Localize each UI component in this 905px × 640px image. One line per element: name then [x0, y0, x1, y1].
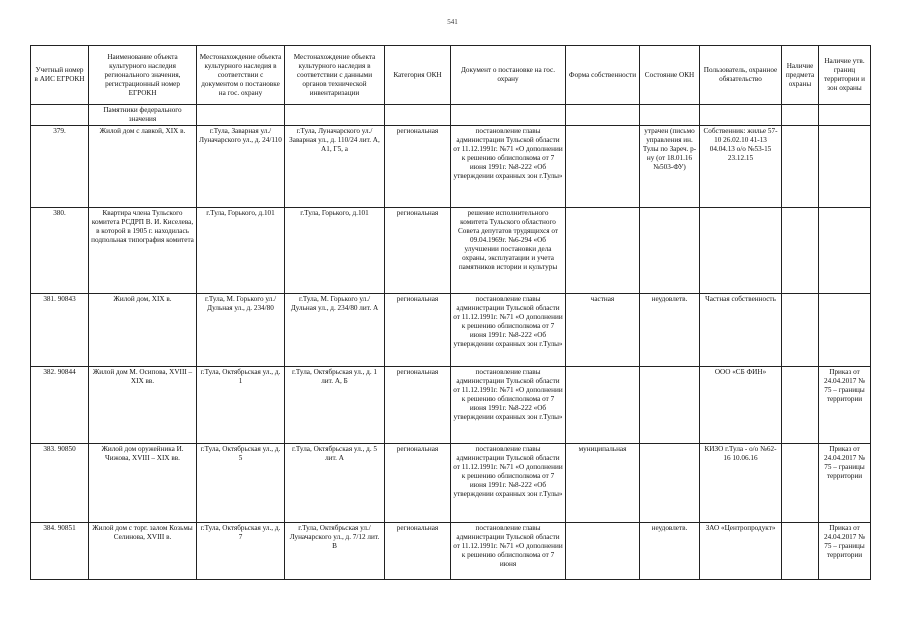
- cell-subject: [782, 294, 819, 367]
- table-cell: [197, 105, 285, 126]
- page-number: 541: [447, 18, 458, 26]
- table-cell: [31, 105, 89, 126]
- cell-category: региональная: [385, 367, 451, 444]
- cell-location-document: г.Тула, Октябрьская ул., д. 1: [197, 367, 285, 444]
- cell-bounds: [819, 126, 871, 208]
- cell-bounds: Приказ от 24.04.2017 № 75 – границы территории: [819, 444, 871, 523]
- cell-name: Квартира члена Тульского комитета РСДРП В. И. Киселева, в которой в 1905 г. находилась подпольная типография комитета: [89, 208, 197, 294]
- cell-user: Собственник: жилье 57-10 26.02.10 41-13 04.04.13 о/о №53-15 23.12.15: [700, 126, 782, 208]
- col-header-object-name: Наименование объекта культурного наследия регионального значения, регистрационный номер ЕГРОКН: [89, 46, 197, 105]
- cell-ownership: муниципальная: [566, 444, 640, 523]
- cell-user: [700, 208, 782, 294]
- cell-user: КИЗО г.Тула - о/о №62-16 10.06.16: [700, 444, 782, 523]
- table-cell: [819, 105, 871, 126]
- cell-number: 380.: [31, 208, 89, 294]
- table-cell: [451, 105, 566, 126]
- cell-name: Жилой дом оружейника И. Чижова, XVIII – XIX вв.: [89, 444, 197, 523]
- table-cell: [566, 105, 640, 126]
- cell-document: постановление главы администрации Тульской области от 11.12.1991г. №71 «О дополнении к решению облисполкома от 7 июня: [451, 523, 566, 580]
- cell-ownership: частная: [566, 294, 640, 367]
- table-cell: [700, 105, 782, 126]
- cell-subject: [782, 523, 819, 580]
- cell-bounds: Приказ от 24.04.2017 № 75 – границы территории: [819, 523, 871, 580]
- cell-name: Жилой дом, XIX в.: [89, 294, 197, 367]
- cell-ownership: [566, 208, 640, 294]
- cell-location-technical: г.Тула, Луначарского ул./ Заварная ул., д. 110/24 лит. А, А1, Г5, а: [285, 126, 385, 208]
- cell-state: [640, 208, 700, 294]
- cell-bounds: [819, 294, 871, 367]
- cell-location-technical: г.Тула, Октябрьская ул., д. 5 лит. А: [285, 444, 385, 523]
- cell-location-technical: г.Тула, Октябрьская ул./ Луначарского ул., д. 7/12 лит. В: [285, 523, 385, 580]
- section-subheader-row: [31, 105, 871, 126]
- col-header-ownership: Форма собственности: [566, 46, 640, 105]
- col-header-location-document: Местонахождение объекта культурного наследия в соответствии с документом о постановке на гос. охрану: [197, 46, 285, 105]
- cell-document: постановление главы администрации Тульской области от 11.12.1991г. №71 «О дополнении к решению облисполкома от 7 июня 1991г. №8-222 «Об утверждении охранных зон г.Тулы»: [451, 367, 566, 444]
- table-cell: [640, 105, 700, 126]
- cell-name: Жилой дом М. Осипова, XVIII – XIX вв.: [89, 367, 197, 444]
- table-cell: [385, 105, 451, 126]
- cell-category: региональная: [385, 294, 451, 367]
- cell-location-document: г.Тула, Октябрьская ул., д. 5: [197, 444, 285, 523]
- header-row: [31, 46, 871, 105]
- cell-state: неудовлетв.: [640, 523, 700, 580]
- cell-document: решение исполнительного комитета Тульского областного Совета депутатов трудящихся от 09.04.1969г. №6-294 «Об улучшении постановки дела охраны, эксплуатации и учета памятников истории и культуры: [451, 208, 566, 294]
- cell-ownership: [566, 367, 640, 444]
- table-row: [31, 294, 871, 367]
- col-header-protection-subject: Наличие предмета охраны: [782, 46, 819, 105]
- table-cell: [285, 105, 385, 126]
- table-row: [31, 208, 871, 294]
- cell-number: 381. 90843: [31, 294, 89, 367]
- col-header-state: Состояние ОКН: [640, 46, 700, 105]
- cell-category: региональная: [385, 523, 451, 580]
- table-row: [31, 444, 871, 523]
- cell-location-document: г.Тула, М. Горького ул./ Дульная ул., д. 234/80: [197, 294, 285, 367]
- cell-category: региональная: [385, 208, 451, 294]
- col-header-user: Пользователь, охранное обязательство: [700, 46, 782, 105]
- cell-location-technical: г.Тула, Горького, д.101: [285, 208, 385, 294]
- cell-document: постановление главы администрации Тульской области от 11.12.1991г. №71 «О дополнении к решению облисполкома от 7 июня 1991г. №8-222 «Об утверждении охранных зон г.Тулы»: [451, 126, 566, 208]
- cell-location-document: г.Тула, Заварная ул./Луначарского ул., д. 24/110: [197, 126, 285, 208]
- table-row: [31, 367, 871, 444]
- cell-state: [640, 444, 700, 523]
- cell-state: [640, 367, 700, 444]
- section-subheader: Памятники федерального значения: [89, 105, 197, 126]
- cell-subject: [782, 444, 819, 523]
- cell-category: региональная: [385, 444, 451, 523]
- cell-location-document: г.Тула, Октябрьская ул., д. 7: [197, 523, 285, 580]
- cell-ownership: [566, 126, 640, 208]
- cell-location-technical: г.Тула, М. Горького ул./ Дульная ул., д. 234/80 лит. А: [285, 294, 385, 367]
- cell-number: 379.: [31, 126, 89, 208]
- col-header-boundaries: Наличие утв. границ территории и зон охраны: [819, 46, 871, 105]
- col-header-protection-document: Документ о постановке на гос. охрану: [451, 46, 566, 105]
- cell-number: 383. 90850: [31, 444, 89, 523]
- cell-state: неудовлетв.: [640, 294, 700, 367]
- cell-bounds: [819, 208, 871, 294]
- cell-number: 382. 90844: [31, 367, 89, 444]
- cell-name: Жилой дом с торг. залом Козьмы Селинова, XVIII в.: [89, 523, 197, 580]
- heritage-registry-table: [30, 45, 871, 580]
- cell-ownership: [566, 523, 640, 580]
- cell-user: ООО «СБ ФИН»: [700, 367, 782, 444]
- cell-category: региональная: [385, 126, 451, 208]
- cell-subject: [782, 126, 819, 208]
- cell-document: постановление главы администрации Тульской области от 11.12.1991г. №71 «О дополнении к решению облисполкома от 7 июня 1991г. №8-222 «Об утверждении охранных зон г.Тулы»: [451, 294, 566, 367]
- col-header-category: Категория ОКН: [385, 46, 451, 105]
- table-row: [31, 126, 871, 208]
- cell-location-document: г.Тула, Горького, д.101: [197, 208, 285, 294]
- cell-user: Частная собственность: [700, 294, 782, 367]
- cell-bounds: Приказ от 24.04.2017 № 75 – границы территории: [819, 367, 871, 444]
- cell-subject: [782, 208, 819, 294]
- cell-number: 384. 90851: [31, 523, 89, 580]
- cell-name: Жилой дом с лавкой, XIX в.: [89, 126, 197, 208]
- col-header-account-number: Учетный номер в АИС ЕГРОКН: [31, 46, 89, 105]
- table-cell: [782, 105, 819, 126]
- table-row: [31, 523, 871, 580]
- cell-user: ЗАО «Центропродукт»: [700, 523, 782, 580]
- cell-document: постановление главы администрации Тульской области от 11.12.1991г. №71 «О дополнении к решению облисполкома от 7 июня 1991г. №8-222 «Об утверждении охранных зон г.Тулы»: [451, 444, 566, 523]
- col-header-location-technical: Местонахождение объекта культурного наследия в соответствии с данными органов технической инвентаризации: [285, 46, 385, 105]
- cell-subject: [782, 367, 819, 444]
- cell-location-technical: г.Тула, Октябрьская ул., д. 1 лит. А, Б: [285, 367, 385, 444]
- cell-state: утрачен (письмо управления ин. Тулы по Зареч. р-ну (от 18.01.16 №503-ФУ): [640, 126, 700, 208]
